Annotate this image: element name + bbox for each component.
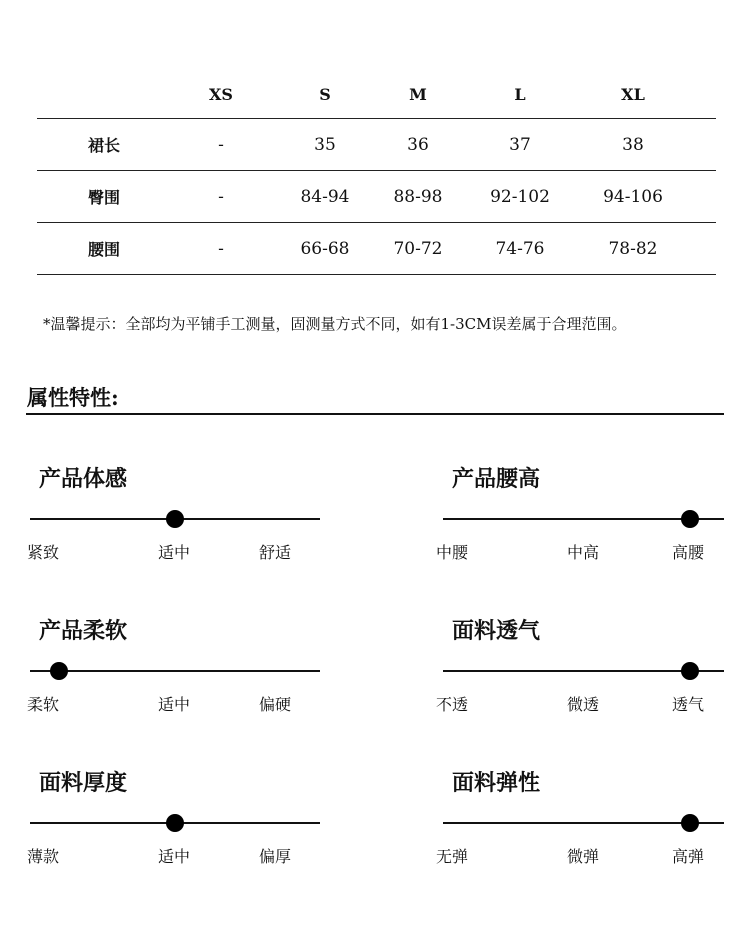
header-cell-s: S xyxy=(319,84,331,104)
attribute-title: 面料弹性 xyxy=(452,770,541,796)
table-cell: 70-72 xyxy=(393,238,443,259)
attribute-title: 产品柔软 xyxy=(39,618,128,644)
attribute-title: 面料透气 xyxy=(452,618,541,644)
scale-label-low: 薄款 xyxy=(26,847,59,866)
header-cell-l: L xyxy=(514,84,526,104)
row-label: 腰围 xyxy=(87,240,120,259)
scale-label-high: 高弹 xyxy=(671,847,704,866)
scale-label-low: 紧致 xyxy=(26,543,59,562)
measurement-note: *温馨提示：全部均为平铺手工测量，固测量方式不同，如有1-3CM误差属于合理范围。 xyxy=(43,315,627,333)
table-row xyxy=(37,223,716,275)
table-cell: 92-102 xyxy=(490,186,550,207)
scale-label-low: 柔软 xyxy=(26,695,59,714)
table-cell: 35 xyxy=(314,134,336,155)
scale-label-low: 无弹 xyxy=(435,847,468,866)
table-cell: 74-76 xyxy=(495,238,545,259)
row-label: 裙长 xyxy=(87,136,120,155)
scale-indicator xyxy=(166,814,184,832)
table-cell: 37 xyxy=(509,134,531,155)
scale-label-mid: 适中 xyxy=(157,695,190,714)
row-label: 臀围 xyxy=(87,188,120,207)
size-table xyxy=(37,70,716,275)
scale-track xyxy=(30,670,320,672)
attribute-title: 产品腰高 xyxy=(452,466,541,492)
table-cell: 36 xyxy=(407,134,429,155)
attribute-elasticity xyxy=(435,766,742,876)
table-row xyxy=(37,119,716,171)
header-cell-xl: XL xyxy=(621,84,645,104)
table-cell: 66-68 xyxy=(300,238,350,259)
scale-label-low: 中腰 xyxy=(435,543,468,562)
table-cell: 88-98 xyxy=(393,186,443,207)
scale-indicator xyxy=(166,510,184,528)
attribute-title: 面料厚度 xyxy=(39,770,128,796)
table-cell: - xyxy=(218,186,224,207)
attribute-softness xyxy=(26,614,329,724)
section-title: 属性特性: xyxy=(27,385,119,410)
scale-indicator xyxy=(681,510,699,528)
scale-label-mid: 微透 xyxy=(566,695,599,714)
table-cell: 38 xyxy=(622,134,644,155)
scale-indicator xyxy=(681,662,699,680)
scale-label-high: 舒适 xyxy=(258,543,291,562)
attribute-title: 产品体感 xyxy=(39,466,128,492)
scale-label-high: 偏硬 xyxy=(258,695,291,714)
table-cell: - xyxy=(218,134,224,155)
scale-label-high: 高腰 xyxy=(671,543,704,562)
table-header-row xyxy=(37,70,716,119)
scale-indicator xyxy=(50,662,68,680)
header-cell-xs: XS xyxy=(209,84,233,104)
scale-label-mid: 适中 xyxy=(157,847,190,866)
table-cell: - xyxy=(218,238,224,259)
scale-indicator xyxy=(681,814,699,832)
scale-label-high: 透气 xyxy=(671,695,704,714)
attribute-waist-height xyxy=(435,462,742,572)
header-cell-m: M xyxy=(409,84,427,104)
attribute-fit xyxy=(26,462,329,572)
table-cell: 94-106 xyxy=(603,186,663,207)
section-divider xyxy=(26,413,724,415)
scale-label-low: 不透 xyxy=(435,695,468,714)
scale-label-mid: 微弹 xyxy=(566,847,599,866)
scale-label-mid: 适中 xyxy=(157,543,190,562)
table-cell: 84-94 xyxy=(300,186,350,207)
scale-label-mid: 中高 xyxy=(566,543,599,562)
scale-label-high: 偏厚 xyxy=(258,847,291,866)
attribute-breathability xyxy=(435,614,742,724)
table-cell: 78-82 xyxy=(608,238,658,259)
attribute-thickness xyxy=(26,766,329,876)
table-row xyxy=(37,171,716,223)
